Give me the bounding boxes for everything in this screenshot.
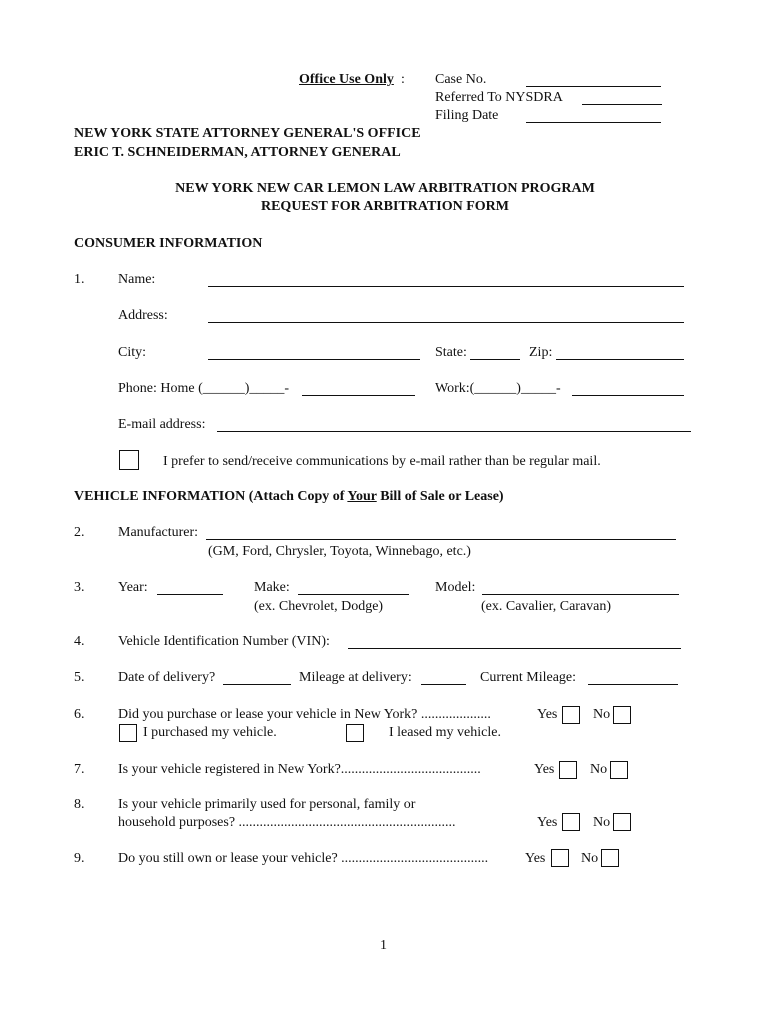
name-field[interactable] (208, 286, 684, 287)
page-number: 1 (380, 938, 387, 953)
form-title-line1: NEW YORK NEW CAR LEMON LAW ARBITRATION PROGRAM (175, 181, 595, 196)
office-name: NEW YORK STATE ATTORNEY GENERAL'S OFFICE (74, 126, 421, 141)
q7-question: Is your vehicle registered in New York?........................................ (118, 762, 481, 777)
form-title-line2: REQUEST FOR ARBITRATION FORM (260, 199, 509, 214)
make-examples: (ex. Chevrolet, Dodge) (254, 599, 384, 614)
q9-no-label: No (581, 851, 599, 866)
referred-label: Referred To NYSDRA (435, 90, 563, 105)
leased-checkbox[interactable] (346, 724, 364, 742)
purchased-checkbox[interactable] (119, 724, 137, 742)
vehicle-heading (74, 488, 504, 506)
q9-yes-label: Yes (525, 851, 546, 866)
filing-date-field[interactable] (526, 122, 661, 123)
q8-yes-checkbox[interactable] (562, 813, 580, 831)
home-phone-label: Phone: Home (______)_____- (118, 381, 290, 396)
year-field[interactable] (157, 594, 223, 595)
zip-label: Zip: (529, 345, 553, 360)
q7-number: 7. (74, 762, 85, 777)
q8-yes-label: Yes (537, 815, 558, 830)
q2-number: 2. (74, 525, 85, 540)
q6-no-label: No (593, 707, 611, 722)
current-mileage-label: Current Mileage: (480, 670, 577, 685)
q6-no-checkbox[interactable] (613, 706, 631, 724)
address-label: Address: (118, 308, 168, 323)
q6-question: Did you purchase or lease your vehicle in New York? .................... (118, 707, 491, 722)
email-field[interactable] (217, 431, 691, 432)
manufacturer-examples: (GM, Ford, Chrysler, Toyota, Winnebago, etc.) (208, 544, 471, 559)
year-label: Year: (118, 580, 148, 595)
filing-date-label: Filing Date (435, 108, 499, 123)
q8-number: 8. (74, 797, 85, 812)
leased-label: I leased my vehicle. (389, 725, 501, 740)
q6-yes-label: Yes (537, 707, 558, 722)
delivery-date-field[interactable] (223, 684, 291, 685)
state-field[interactable] (470, 359, 520, 360)
zip-field[interactable] (556, 359, 684, 360)
office-use-colon: : (401, 72, 405, 87)
address-field[interactable] (208, 322, 684, 323)
current-mileage-field[interactable] (588, 684, 678, 685)
manufacturer-field[interactable] (206, 539, 676, 540)
referred-field[interactable] (582, 104, 662, 105)
q7-yes-checkbox[interactable] (559, 761, 577, 779)
city-field[interactable] (208, 359, 420, 360)
delivery-mileage-field[interactable] (421, 684, 466, 685)
case-no-label: Case No. (435, 72, 487, 87)
email-label: E-mail address: (118, 417, 206, 432)
q7-no-label: No (590, 762, 608, 777)
q6-number: 6. (74, 707, 85, 722)
vin-label: Vehicle Identification Number (VIN): (118, 634, 330, 649)
q8-no-checkbox[interactable] (613, 813, 631, 831)
delivery-mileage-label: Mileage at delivery: (299, 670, 412, 685)
work-phone-field[interactable] (572, 395, 684, 396)
vehicle-heading-prefix: VEHICLE INFORMATION (Attach Copy of (74, 489, 348, 504)
q9-no-checkbox[interactable] (601, 849, 619, 867)
q8-question-line1: Is your vehicle primarily used for personal, family or (118, 797, 416, 812)
q8-question-line2: household purposes? .............................................................. (118, 815, 456, 830)
email-preference-checkbox[interactable] (119, 450, 139, 470)
q4-number: 4. (74, 634, 85, 649)
home-phone-field[interactable] (302, 395, 415, 396)
manufacturer-label: Manufacturer: (118, 525, 199, 540)
model-field[interactable] (482, 594, 679, 595)
q5-number: 5. (74, 670, 85, 685)
work-phone-label: Work:(______)_____- (435, 381, 561, 396)
email-preference-label: I prefer to send/receive communications by e-mail rather than be regular mail. (163, 454, 601, 469)
office-use-label: Office Use Only (299, 72, 394, 87)
q9-yes-checkbox[interactable] (551, 849, 569, 867)
case-no-field[interactable] (526, 86, 661, 87)
model-label: Model: (435, 580, 476, 595)
make-field[interactable] (298, 594, 409, 595)
model-examples: (ex. Cavalier, Caravan) (481, 599, 612, 614)
q9-number: 9. (74, 851, 85, 866)
q9-question: Do you still own or lease your vehicle? .......................................... (118, 851, 489, 866)
q7-no-checkbox[interactable] (610, 761, 628, 779)
q8-no-label: No (593, 815, 611, 830)
q7-yes-label: Yes (534, 762, 555, 777)
state-label: State: (435, 345, 467, 360)
vehicle-heading-your: Your (347, 489, 377, 504)
q3-number: 3. (74, 580, 85, 595)
consumer-heading: CONSUMER INFORMATION (74, 236, 263, 251)
city-label: City: (118, 345, 147, 360)
q1-number: 1. (74, 272, 85, 287)
vehicle-heading-suffix: Bill of Sale or Lease) (376, 489, 504, 504)
vin-field[interactable] (348, 648, 681, 649)
make-label: Make: (254, 580, 290, 595)
name-label: Name: (118, 272, 156, 287)
purchased-label: I purchased my vehicle. (143, 725, 277, 740)
delivery-date-label: Date of delivery? (118, 670, 216, 685)
attorney-general-name: ERIC T. SCHNEIDERMAN, ATTORNEY GENERAL (74, 145, 401, 160)
q6-yes-checkbox[interactable] (562, 706, 580, 724)
